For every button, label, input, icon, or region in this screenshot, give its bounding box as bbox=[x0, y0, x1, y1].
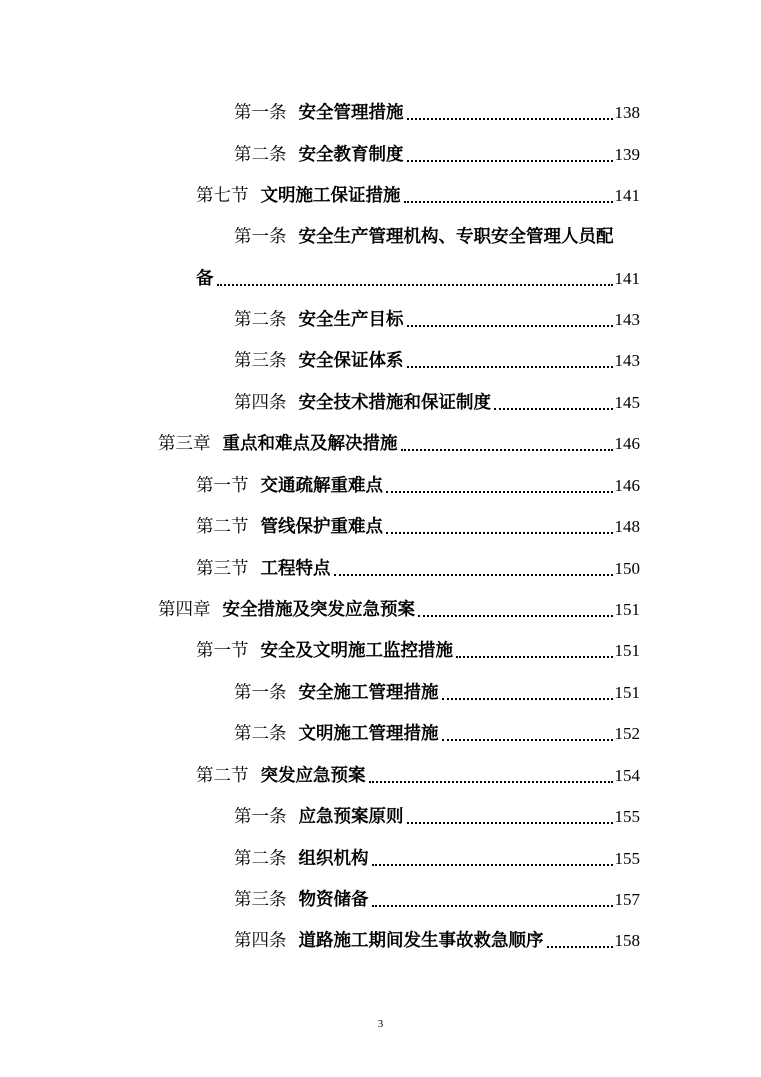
toc-entry[interactable] bbox=[234, 301, 640, 331]
entry-page: 143 bbox=[614, 310, 640, 329]
entry-title: 安全措施及突发应急预案 bbox=[222, 600, 415, 620]
entry-title: 安全生产目标 bbox=[298, 310, 404, 330]
entry-page: 145 bbox=[614, 393, 640, 412]
toc-entry[interactable] bbox=[196, 467, 640, 497]
entry-number: 第二条 bbox=[234, 145, 287, 165]
leader-dots bbox=[407, 104, 613, 120]
leader-dots bbox=[404, 187, 613, 203]
entry-title: 道路施工期间发生事故救急顺序 bbox=[298, 931, 544, 951]
entry-number: 第四条 bbox=[234, 393, 287, 413]
entry-page: 138 bbox=[614, 103, 640, 122]
leader-dots bbox=[407, 146, 613, 162]
entry-title: 物资储备 bbox=[298, 890, 369, 910]
leader-dots bbox=[456, 642, 613, 658]
entry-page: 141 bbox=[614, 186, 640, 205]
entry-page: 151 bbox=[614, 683, 640, 702]
entry-title-continuation: 备 bbox=[196, 269, 214, 289]
toc-entry-wrapped-second-line[interactable] bbox=[196, 260, 640, 290]
entry-title: 管线保护重难点 bbox=[260, 517, 383, 537]
leader-dots bbox=[407, 311, 613, 327]
entry-number: 第四条 bbox=[234, 931, 287, 951]
entry-page: 139 bbox=[614, 145, 640, 164]
entry-page: 143 bbox=[614, 351, 640, 370]
entry-number: 第三节 bbox=[196, 559, 249, 579]
entry-number: 第一节 bbox=[196, 476, 249, 496]
entry-number: 第三章 bbox=[158, 434, 211, 454]
leader-dots bbox=[442, 684, 613, 700]
leader-dots bbox=[334, 560, 613, 576]
entry-page: 148 bbox=[614, 517, 640, 536]
toc-entry[interactable] bbox=[234, 94, 640, 124]
entry-number: 第七节 bbox=[196, 186, 249, 206]
entry-page: 146 bbox=[614, 476, 640, 495]
page-number: 3 bbox=[377, 1018, 384, 1030]
entry-title: 安全及文明施工监控措施 bbox=[260, 641, 453, 661]
entry-number: 第一条 bbox=[234, 807, 287, 827]
leader-dots bbox=[386, 518, 613, 534]
leader-dots bbox=[418, 601, 613, 617]
entry-title: 工程特点 bbox=[260, 559, 331, 579]
entry-page: 150 bbox=[614, 559, 640, 578]
toc-entry-wrapped-first-line[interactable] bbox=[234, 218, 640, 248]
leader-dots bbox=[442, 725, 613, 741]
entry-title: 文明施工管理措施 bbox=[298, 724, 439, 744]
entry-title: 安全施工管理措施 bbox=[298, 683, 439, 703]
toc-entry[interactable] bbox=[234, 136, 640, 166]
leader-dots bbox=[401, 435, 613, 451]
toc-entry[interactable] bbox=[234, 384, 640, 414]
entry-page: 152 bbox=[614, 724, 640, 743]
leader-dots bbox=[407, 352, 613, 368]
entry-number: 第二条 bbox=[234, 849, 287, 869]
leader-dots bbox=[372, 891, 613, 907]
toc-entry[interactable] bbox=[196, 177, 640, 207]
toc-entry[interactable] bbox=[234, 840, 640, 870]
leader-dots bbox=[369, 767, 613, 783]
entry-number: 第二条 bbox=[234, 724, 287, 744]
leader-dots bbox=[547, 932, 613, 948]
entry-page: 146 bbox=[614, 434, 640, 453]
leader-dots bbox=[494, 394, 613, 410]
entry-page: 155 bbox=[614, 807, 640, 826]
toc-entry[interactable] bbox=[158, 425, 640, 455]
entry-title: 安全保证体系 bbox=[298, 351, 404, 371]
entry-page: 158 bbox=[614, 931, 640, 950]
toc-entry[interactable] bbox=[234, 922, 640, 952]
entry-number: 第一节 bbox=[196, 641, 249, 661]
leader-dots bbox=[372, 850, 613, 866]
toc-entry[interactable] bbox=[234, 881, 640, 911]
toc-entry[interactable] bbox=[234, 342, 640, 372]
entry-number: 第二节 bbox=[196, 517, 249, 537]
toc-entry[interactable] bbox=[196, 632, 640, 662]
entry-page: 151 bbox=[614, 641, 640, 660]
entry-number: 第四章 bbox=[158, 600, 211, 620]
toc-entry[interactable] bbox=[158, 591, 640, 621]
toc-entry[interactable] bbox=[234, 798, 640, 828]
entry-title: 文明施工保证措施 bbox=[260, 186, 401, 206]
entry-title: 突发应急预案 bbox=[260, 766, 366, 786]
toc-entry[interactable] bbox=[196, 550, 640, 580]
entry-page: 151 bbox=[614, 600, 640, 619]
entry-number: 第二节 bbox=[196, 766, 249, 786]
entry-title: 安全管理措施 bbox=[298, 103, 404, 123]
entry-title: 交通疏解重难点 bbox=[260, 476, 383, 496]
toc-entry[interactable] bbox=[196, 508, 640, 538]
entry-number: 第三条 bbox=[234, 890, 287, 910]
entry-title: 安全生产管理机构、专职安全管理人员配 bbox=[298, 227, 614, 247]
toc-entry[interactable] bbox=[196, 757, 640, 787]
entry-title: 应急预案原则 bbox=[298, 807, 404, 827]
entry-number: 第三条 bbox=[234, 351, 287, 371]
toc-entry[interactable] bbox=[234, 715, 640, 745]
leader-dots bbox=[217, 270, 613, 286]
entry-number: 第一条 bbox=[234, 227, 287, 247]
entry-number: 第二条 bbox=[234, 310, 287, 330]
entry-title: 组织机构 bbox=[298, 849, 369, 869]
entry-title: 重点和难点及解决措施 bbox=[222, 434, 398, 454]
entry-number: 第一条 bbox=[234, 683, 287, 703]
entry-number: 第一条 bbox=[234, 103, 287, 123]
entry-title: 安全教育制度 bbox=[298, 145, 404, 165]
toc-entry[interactable] bbox=[234, 674, 640, 704]
entry-page: 154 bbox=[614, 766, 640, 785]
entry-page: 141 bbox=[614, 269, 640, 288]
entry-title: 安全技术措施和保证制度 bbox=[298, 393, 491, 413]
leader-dots bbox=[407, 808, 613, 824]
leader-dots bbox=[386, 477, 613, 493]
entry-page: 157 bbox=[614, 890, 640, 909]
entry-page: 155 bbox=[614, 849, 640, 868]
